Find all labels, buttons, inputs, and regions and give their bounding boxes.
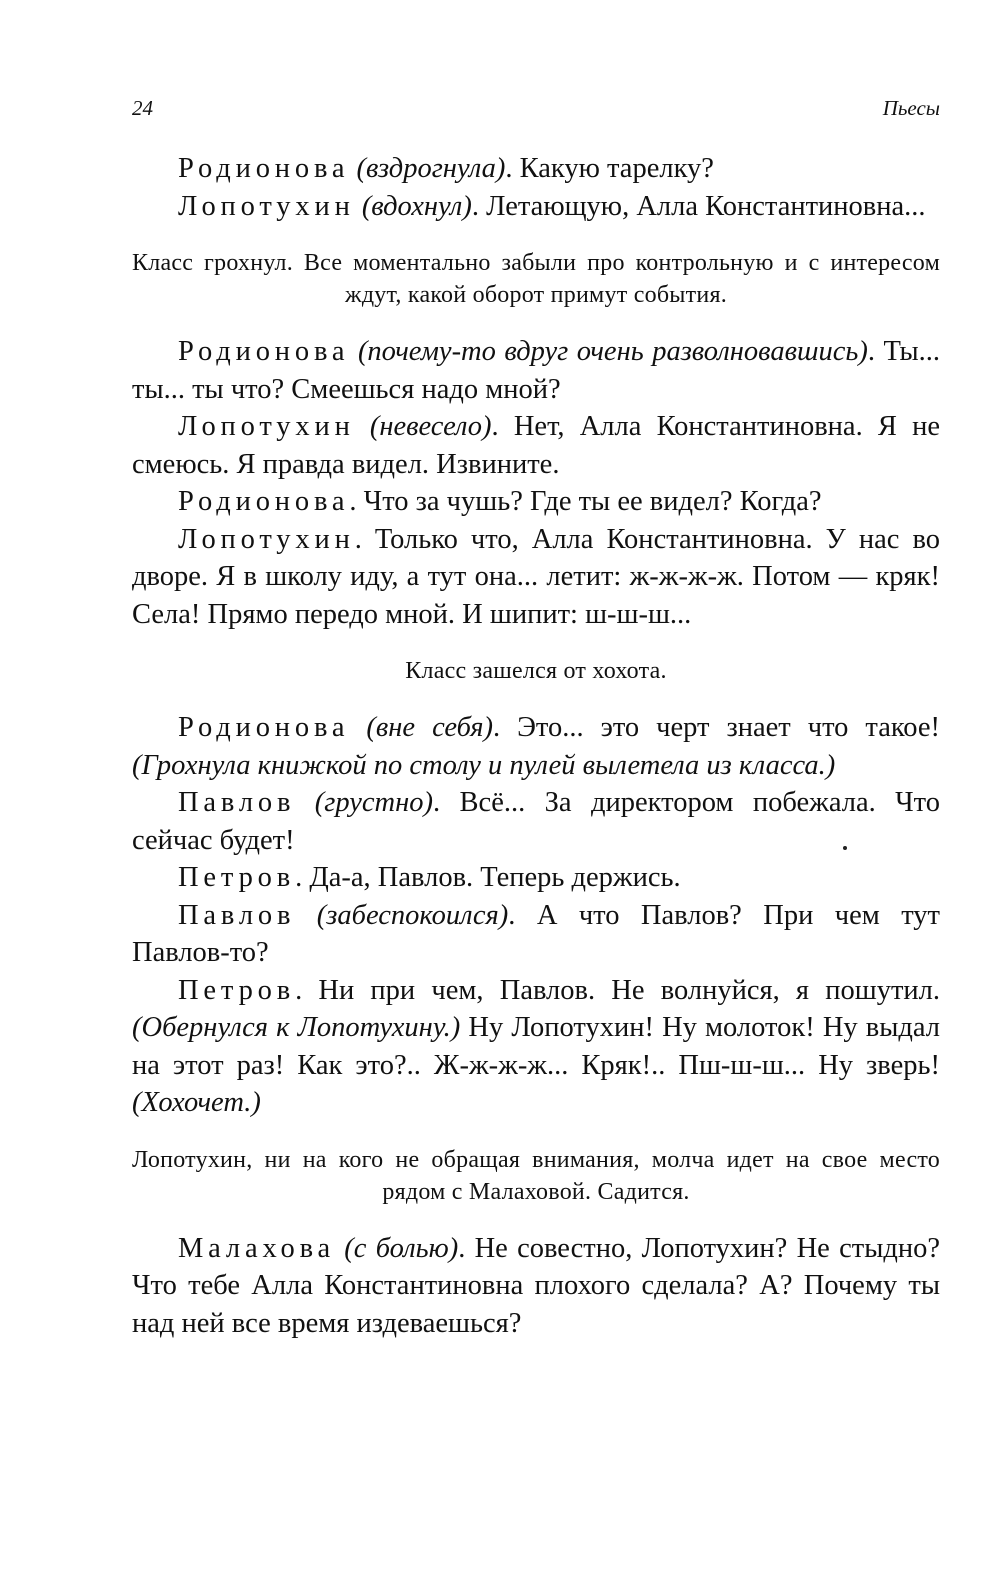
speech-text [349,153,356,184]
page-number: 24 [132,96,153,120]
stage-remark: (вдохнул) [361,190,472,222]
speaker-name: Родионова [178,153,350,184]
speech-text: . Что за чушь? Где ты ее видел? Когда? [349,486,822,517]
speech-text [355,411,370,442]
speech-line [132,784,940,859]
stage-direction: Класс грохнул. Все моментально забыли про контрольную и с интересом ждут, какой оборот примут события. [132,250,940,308]
stage-remark: (забеспокоился) [316,899,509,931]
speech-text: . Летающую, Алла Константиновна... [471,190,926,222]
stage-remark: (Грохнула книжкой по столу и пулей вылетела из класса.) [132,749,836,781]
speech-text [295,900,316,931]
speaker-name: Петров [178,862,296,893]
stage-remark: (вне себя) [366,712,493,743]
stage-direction: Класс зашелся от хохота. [405,658,667,684]
speech-text [349,336,358,367]
stage-direction: Лопотухин, ни на кого не обращая внимания, молча идет на свое место рядом с Малаховой. Садится. [132,1146,940,1205]
speaker-name: Павлов [178,787,296,818]
speaker-name: Лопотухин [178,523,355,555]
speaker-name: Павлов [178,899,296,931]
stage-remark: (Обернулся к Лопотухину.) [132,1012,461,1043]
speaker-name: Родионова [178,486,350,517]
speech-line [132,150,940,188]
speech-line [132,188,940,226]
speech-text [349,712,366,743]
speech-text: . Не совестно, Лопотухин? Не стыдно? Что тебе Алла Константиновна плохого сделала? А? Почему ты над ней все время издеваешься? [132,1232,940,1339]
stage-remark: (вздрогнула) [356,153,506,184]
running-header [132,96,940,126]
speech-text: . Только что, Алла Константиновна. У нас во дворе. Я в школу иду, а тут она... летит: ж-ж-ж-ж. Потом — кряк! Села! Прямо передо мной. И шипит: ш-ш-ш... [132,523,940,630]
speech-text: . Нет, Алла Константиновна. Я не смеюсь. Я правда видел. Извините. [132,411,940,480]
speech-line [132,859,940,897]
speaker-name: Лопотухин [178,190,355,222]
speech-line [132,483,940,521]
speaker-name: Родионова [178,712,350,743]
speech-line [132,1230,940,1343]
speech-text: . А что Павлов? При чем тут Павлов-то? [132,899,940,968]
speech-line [132,972,940,1122]
speech-text: . Да-а, Павлов. Теперь держись. [295,862,681,893]
speaker-name: Лопотухин [178,411,355,442]
speech-line [132,521,940,634]
speech-text: . Ни при чем, Павлов. Не волнуйся, я пошутил. [295,974,940,1006]
play-text [132,150,940,1342]
speech-text: . Ты... ты... ты что? Смеешься надо мной? [132,336,940,405]
speech-text: . Это... это черт знает что такое! [492,712,940,743]
stage-remark: (почему-то вдруг очень разволновавшись) [357,336,868,367]
speech-text [295,787,314,818]
speech-line [132,897,940,972]
speaker-name: Петров [178,974,296,1006]
speaker-name: Малахова [178,1232,336,1264]
speech-text [335,1233,344,1264]
stage-remark: (грустно) [314,787,433,818]
speech-text: Ну Лопотухин! Ну молоток! Ну выдал на этот раз! Как это?.. Ж-ж-ж-ж... Кряк!.. Пш-ш-ш... Ну зверь! [132,1012,941,1081]
speech-text [355,191,362,222]
stage-remark: (с болью) [344,1232,459,1264]
speech-text: . Всё... За директором побежала. Что сейчас будет! [132,787,940,856]
speech-line [132,709,940,784]
stage-remark: (Хохочет.) [132,1087,261,1118]
running-title: Пьесы [882,96,940,120]
speech-line [132,333,940,408]
speech-line [132,408,940,483]
speaker-name: Родионова [178,336,350,367]
stage-remark: (невесело) [369,411,492,442]
print-speck [843,846,847,850]
speech-text: . Какую тарелку? [505,153,714,184]
